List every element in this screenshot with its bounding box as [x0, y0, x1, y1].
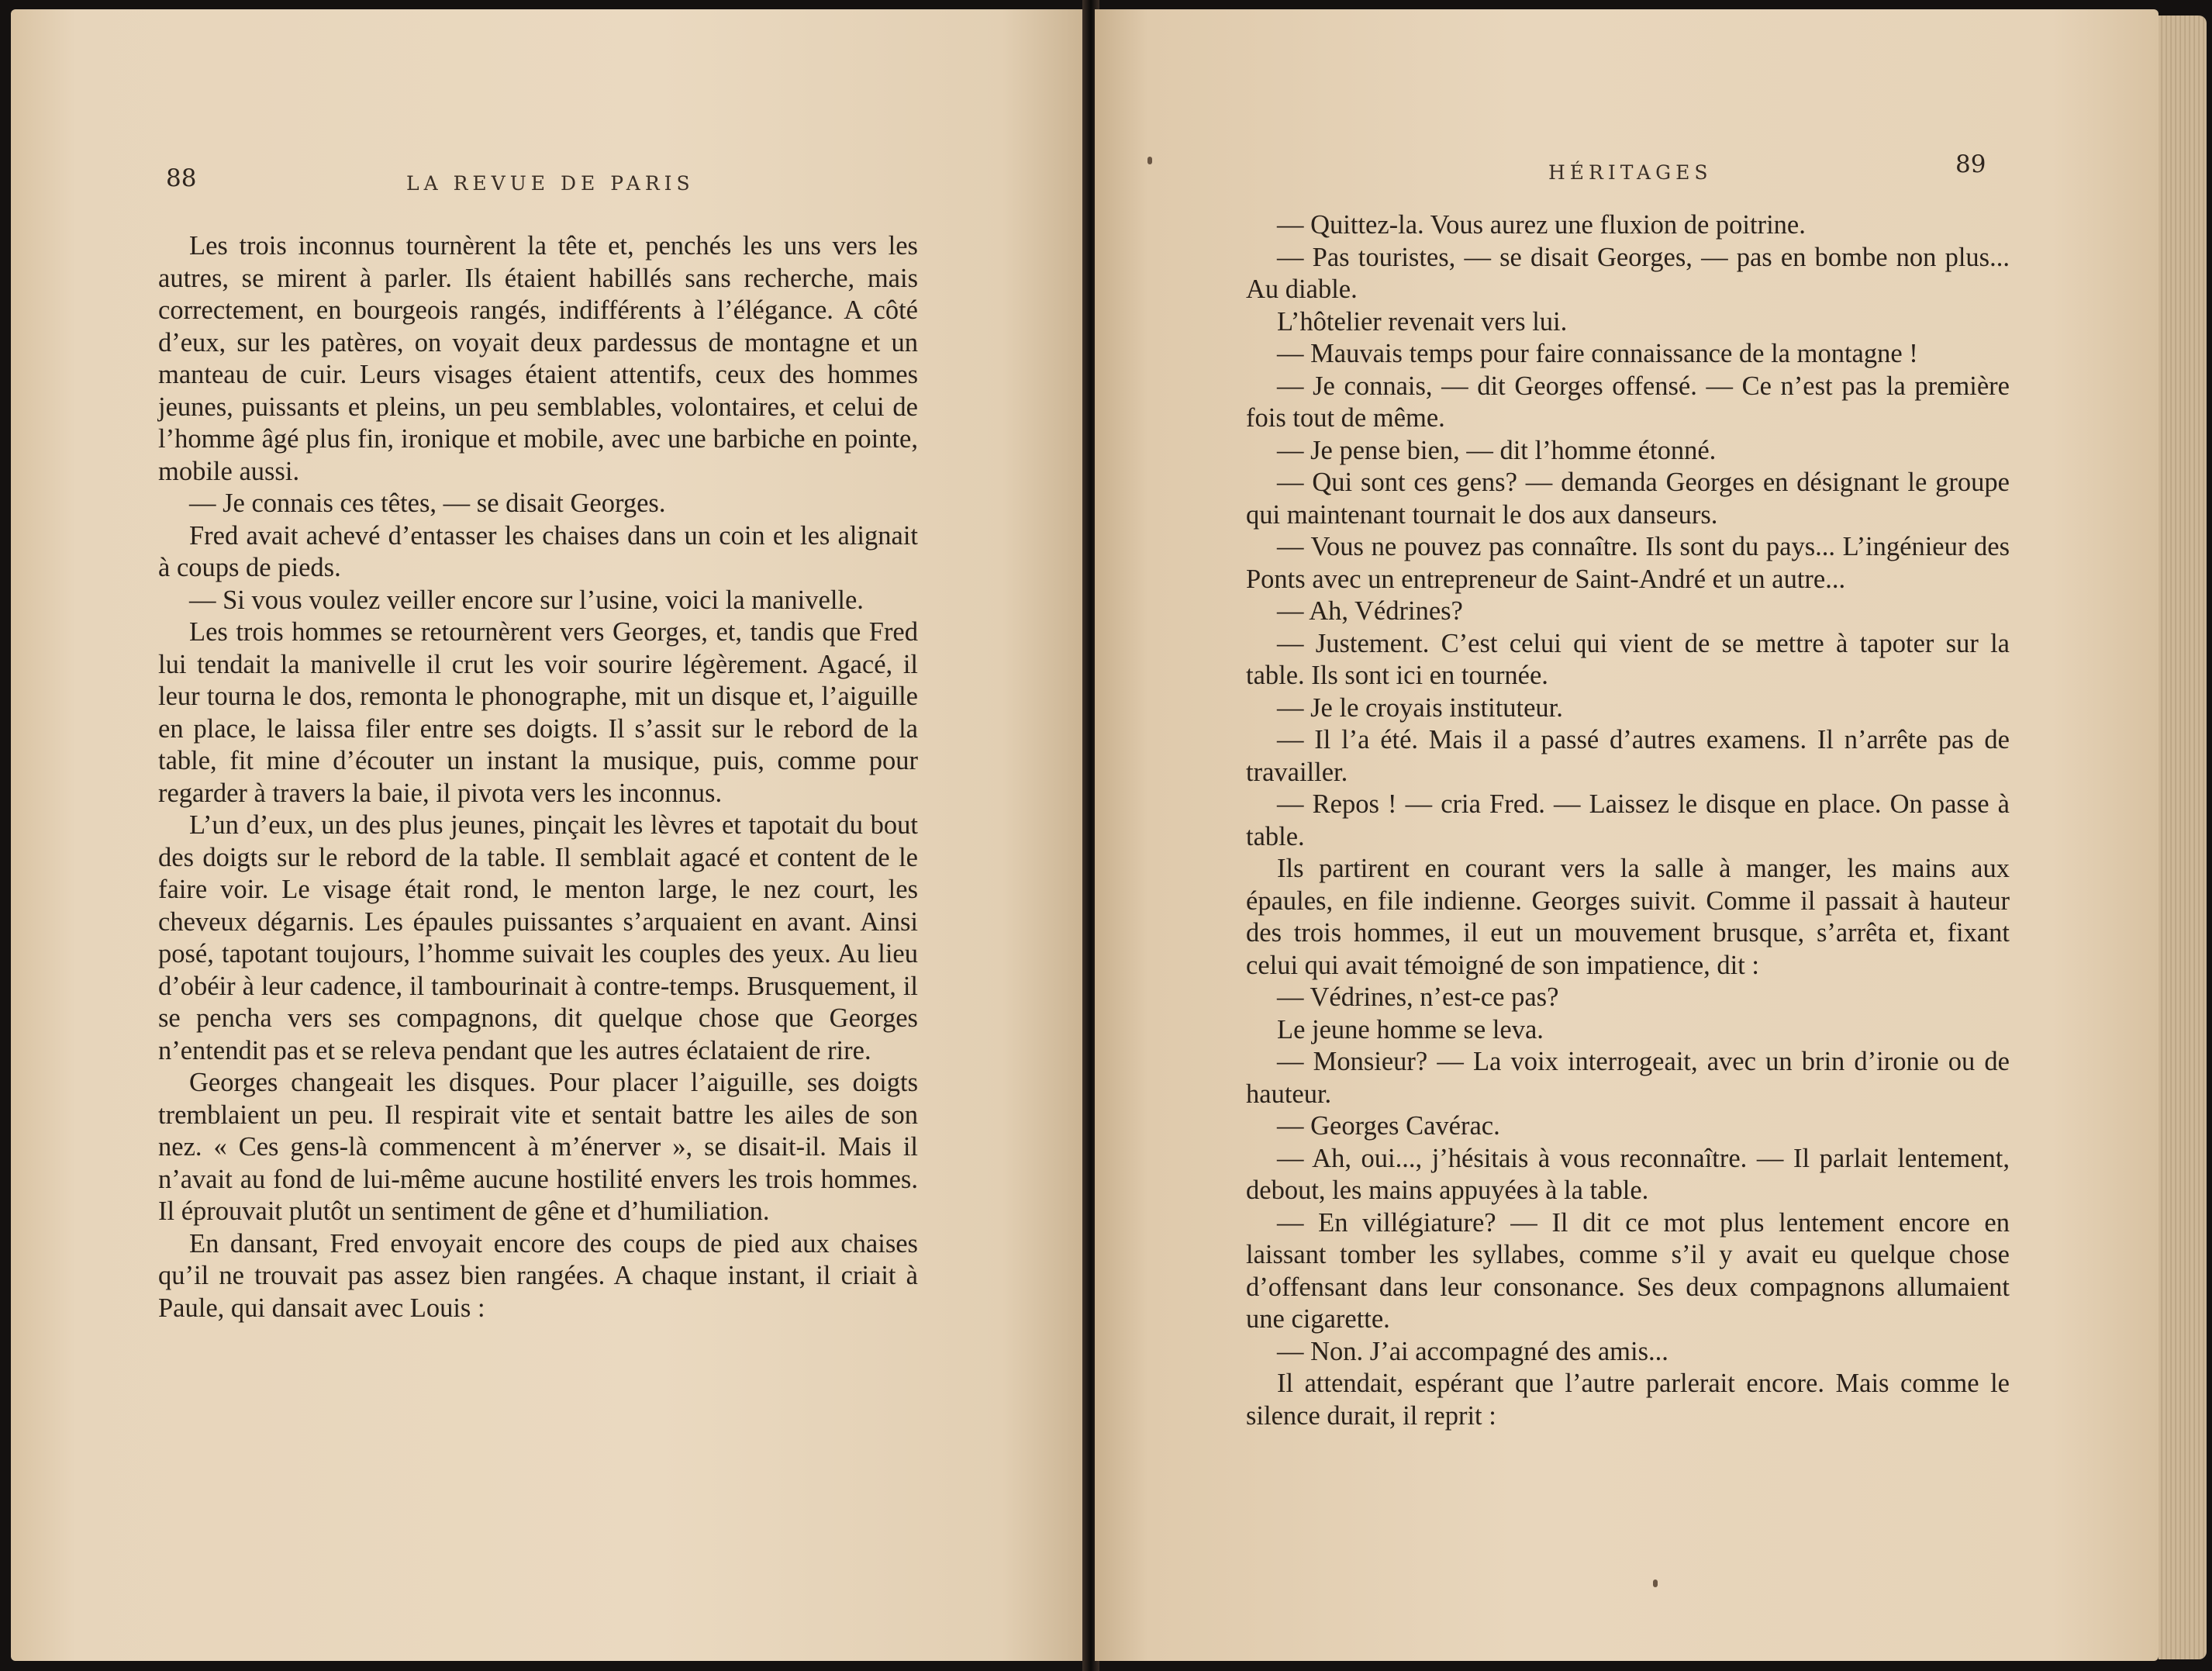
page-number-right: 89: [1955, 150, 1986, 178]
paragraph: Les trois hommes se retournèrent vers Georges, et, tandis que Fred lui tendait la manivelle il crut les voir sourire légèrement. Agacé, il leur tourna le dos, remonta le phonographe, mit un disque et, l’aiguille en place, le laissa filer entre ses doigts. Il s’assit sur le rebord de la table, fit mine d’écouter un instant la musique, puis, comme pour regarder à travers la baie, il pivota vers les inconnus.: [158, 617, 918, 808]
right-page-text: [1246, 209, 2010, 1432]
paragraph: — Je pense bien, — dit l’homme étonné.: [1277, 435, 1717, 465]
paragraph: Les trois inconnus tournèrent la tête et, penchés les uns vers les autres, se mirent à parler. Ils étaient habillés sans recherche, mais correctement, en bourgeois rangés, indifférents à l’élégance. A côté d’eux, sur les patères, on voyait deux pardessus de montagne et un manteau de cuir. Leurs visages étaient attentifs, ceux des hommes jeunes, puissants et pleins, un peu semblables, volontaires, et celui de l’homme âgé plus fin, ironique et mobile, avec une barbiche en pointe, mobile aussi.: [158, 231, 918, 486]
paragraph: — Si vous voulez veiller encore sur l’usine, voici la manivelle.: [189, 585, 864, 615]
paragraph: — En villégiature? — Il dit ce mot plus lentement encore en laissant tomber les syllabes, comme s’il y avait eu quelque chose d’offensant dans leur consonance. Ses deux compagnons allumaient une cigarette.: [1246, 1207, 2010, 1334]
paragraph: L’un d’eux, un des plus jeunes, pinçait les lèvres et tapotait du bout des doigts sur le rebord de la table. Il semblait agacé et content de le faire voir. Le visage était rond, le menton large, le nez court, les cheveux dégarnis. Les épaules puissantes s’arquaient en avant. Ainsi posé, tapotant toujours, l’homme suivait les couples des yeux. Au lieu d’obéir à leur cadence, il tambourinait à contre-temps. Brusquement, il se pencha vers ses compagnons, dit quelque chose que Georges n’entendit pas et se releva pendant que les autres éclataient de rire.: [158, 810, 918, 1065]
paragraph: — Quittez-la. Vous aurez une fluxion de poitrine.: [1277, 210, 1806, 240]
paragraph: Fred avait achevé d’entasser les chaises dans un coin et les alignait à coups de pieds.: [158, 520, 918, 582]
paragraph: — Non. J’ai accompagné des amis...: [1277, 1336, 1668, 1366]
running-head-right: HÉRITAGES: [1548, 161, 1713, 184]
paragraph: — Il l’a été. Mais il a passé d’autres examens. Il n’arrête pas de travailler.: [1246, 725, 2010, 787]
paragraph: — Justement. C’est celui qui vient de se mettre à tapoter sur la table. Ils sont ici en tournée.: [1246, 628, 2010, 690]
left-page-text: [158, 230, 918, 1324]
paragraph: — Repos ! — cria Fred. — Laissez le disque en place. On passe à table.: [1246, 789, 2010, 851]
paragraph: — Je connais, — dit Georges offensé. — Ce n’est pas la première fois tout de même.: [1246, 371, 2010, 433]
paragraph: L’hôtelier revenait vers lui.: [1277, 306, 1568, 337]
paper-speck: [1653, 1580, 1658, 1587]
paragraph: En dansant, Fred envoyait encore des coups de pied aux chaises qu’il ne trouvait pas assez bien rangées. A chaque instant, il criait à Paule, qui dansait avec Louis :: [158, 1228, 918, 1323]
paragraph: Il attendait, espérant que l’autre parlerait encore. Mais comme le silence durait, il reprit :: [1246, 1369, 2010, 1431]
paragraph: — Vous ne pouvez pas connaître. Ils sont du pays... L’ingénieur des Ponts avec un entrepreneur de Saint-André et un autre...: [1246, 532, 2010, 594]
paragraph: Ils partirent en courant vers la salle à manger, les mains aux épaules, en file indienne. Georges suivit. Comme il passait à hauteur des trois hommes, il eut un mouvement brusque, s’arrêta et, fixant celui qui avait témoigné de son impatience, dit :: [1246, 854, 2010, 980]
paragraph: — Qui sont ces gens? — demanda Georges en désignant le groupe qui maintenant tournait le dos aux danseurs.: [1246, 468, 2010, 530]
paragraph: — Pas touristes, — se disait Georges, — pas en bombe non plus... Au diable.: [1246, 242, 2010, 304]
paragraph: — Je le croyais instituteur.: [1277, 692, 1563, 723]
paper-speck: [1147, 157, 1152, 164]
paragraph: Le jeune homme se leva.: [1277, 1014, 1544, 1044]
paragraph: — Ah, Védrines?: [1277, 596, 1463, 626]
page-number-left: 88: [166, 164, 197, 192]
paragraph: — Védrines, n’est-ce pas?: [1277, 982, 1559, 1012]
paragraph: Georges changeait les disques. Pour placer l’aiguille, ses doigts tremblaient un peu. Il respirait vite et sentait battre les ailes de son nez. « Ces gens-là commencent à m’énerver », se disait-il. Mais il n’avait au fond de lui-même aucune hostilité envers les trois hommes. Il éprouvait plutôt un sentiment de gêne et d’humiliation.: [158, 1068, 918, 1226]
paragraph: — Ah, oui..., j’hésitais à vous reconnaître. — Il parlait lentement, debout, les mains appuyées à la table.: [1246, 1143, 2010, 1205]
page-edges: [2159, 16, 2207, 1659]
paragraph: — Mauvais temps pour faire connaissance de la montagne !: [1277, 339, 1918, 368]
paragraph: — Monsieur? — La voix interrogeait, avec un brin d’ironie ou de hauteur.: [1246, 1047, 2010, 1109]
paragraph: — Georges Cavérac.: [1277, 1111, 1500, 1141]
paragraph: — Je connais ces têtes, — se disait Georges.: [189, 489, 666, 518]
right-page: [1095, 9, 2159, 1661]
left-page: [11, 9, 1089, 1661]
running-head-left: LA REVUE DE PARIS: [406, 172, 695, 195]
